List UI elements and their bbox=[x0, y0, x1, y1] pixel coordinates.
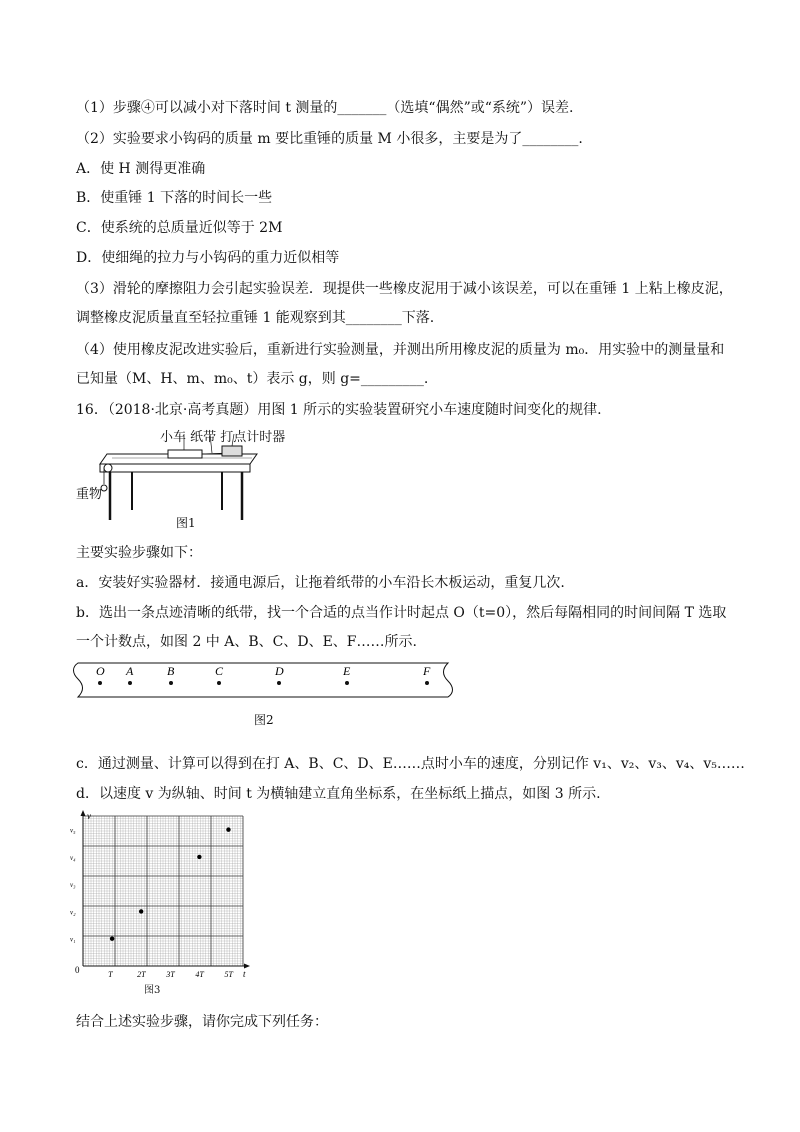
steps-intro: 主要实验步骤如下： bbox=[76, 545, 202, 561]
q16-title: 16．（2018·北京·高考真题）用图 1 所示的实验装置研究小车速度随时间变化的规律. bbox=[76, 402, 602, 418]
chart-y-arrow bbox=[81, 810, 86, 816]
y-tick-label: v₅ bbox=[70, 826, 76, 835]
figure-3-caption: 图3 bbox=[144, 985, 161, 996]
figure-1-top-labels: 小车 纸带 打点计时器 bbox=[160, 430, 286, 445]
x-tick-label: 4T bbox=[195, 970, 204, 979]
step-a: a．安装好实验器材．接通电源后，让拖着纸带的小车沿长木板运动，重复几次. bbox=[76, 575, 565, 591]
figure-2-caption: 图2 bbox=[254, 713, 274, 727]
x-tick-label: 5T bbox=[224, 970, 233, 979]
svg-text:C: C bbox=[215, 664, 224, 678]
chart-y-tick-labels bbox=[70, 827, 76, 944]
data-point bbox=[197, 855, 201, 859]
timer bbox=[222, 446, 242, 456]
pulley bbox=[104, 464, 112, 472]
y-tick-label: v₁ bbox=[70, 935, 76, 944]
x-tick-label: 2T bbox=[137, 970, 146, 979]
q15-part3-line2: 调整橡皮泥质量直至轻拉重锤 1 能观察到其________下落. bbox=[76, 310, 435, 326]
option-c: C．使系统的总质量近似等于 2M bbox=[76, 220, 283, 236]
q15-part4-line2: 已知量（M、H、m、m₀、t）表示 g，则 g=_________. bbox=[76, 371, 429, 387]
closing-text: 结合上述实验步骤，请你完成下列任务： bbox=[76, 1014, 328, 1030]
cart bbox=[168, 450, 202, 458]
svg-text:E: E bbox=[343, 664, 351, 678]
figure-1-weight-label: 重物 bbox=[76, 487, 103, 502]
chart-x-arrow bbox=[244, 964, 250, 969]
figure-3-vt-chart bbox=[66, 810, 256, 982]
svg-text:O: O bbox=[96, 664, 105, 678]
chart-x-axis-label: t bbox=[243, 969, 246, 979]
svg-text:A: A bbox=[126, 664, 134, 678]
option-d: D．使细绳的拉力与小钩码的重力近似相等 bbox=[76, 250, 340, 266]
chart-y-axis-label: v bbox=[87, 811, 91, 821]
step-d: d．以速度 v 为纵轴、时间 t 为横轴建立直角坐标系，在坐标纸上描点，如图 3 所示. bbox=[76, 786, 601, 802]
step-b-line1: b．选出一条点迹清晰的纸带，找一个合适的点当作计时起点 O（t=0），然后每隔相同的时间间隔 T 选取 bbox=[76, 605, 727, 621]
option-b: B．使重锤 1 下落的时间长一些 bbox=[76, 190, 273, 206]
data-point bbox=[139, 909, 143, 913]
y-tick-label: v₂ bbox=[70, 908, 76, 917]
figure-2-paper-tape bbox=[70, 657, 460, 701]
svg-text:B: B bbox=[167, 664, 175, 678]
chart-data-points bbox=[110, 827, 231, 940]
q15-part1: （1）步骤④可以减小对下落时间 t 测量的_______（选填“偶然”或“系统”）误差. bbox=[76, 100, 574, 116]
chart-x-tick-labels bbox=[108, 970, 233, 979]
y-tick-label: v₄ bbox=[70, 853, 76, 862]
step-b-line2: 一个计数点，如图 2 中 A、B、C、D、E、F……所示. bbox=[76, 634, 417, 650]
data-point bbox=[226, 827, 230, 831]
svg-text:F: F bbox=[423, 664, 431, 678]
x-tick-label: T bbox=[108, 970, 113, 979]
option-a: A．使 H 测得更准确 bbox=[76, 161, 206, 177]
figure-1-caption: 图1 bbox=[176, 516, 196, 530]
q15-part2: （2）实验要求小钩码的质量 m 要比重锤的质量 M 小很多，主要是为了________. bbox=[76, 131, 583, 147]
y-tick-label: v₃ bbox=[70, 881, 76, 890]
chart-origin-label: 0 bbox=[75, 965, 80, 975]
svg-text:D: D bbox=[275, 664, 284, 678]
q15-part4-line1: （4）使用橡皮泥改进实验后，重新进行实验测量，并测出所用橡皮泥的质量为 m₀．用实验中的测量量和 bbox=[76, 342, 725, 358]
step-c: c．通过测量、计算可以得到在打 A、B、C、D、E……点时小车的速度，分别记作 v₁、v₂、v₃、v₄、v₅…… bbox=[76, 756, 745, 772]
data-point bbox=[110, 937, 114, 941]
x-tick-label: 3T bbox=[166, 970, 175, 979]
chart-grid-minor bbox=[83, 816, 243, 966]
q15-part3-line1: （3）滑轮的摩擦阻力会引起实验误差．现提供一些橡皮泥用于减小该误差，可以在重锤 1 上粘上橡皮泥， bbox=[76, 281, 733, 297]
